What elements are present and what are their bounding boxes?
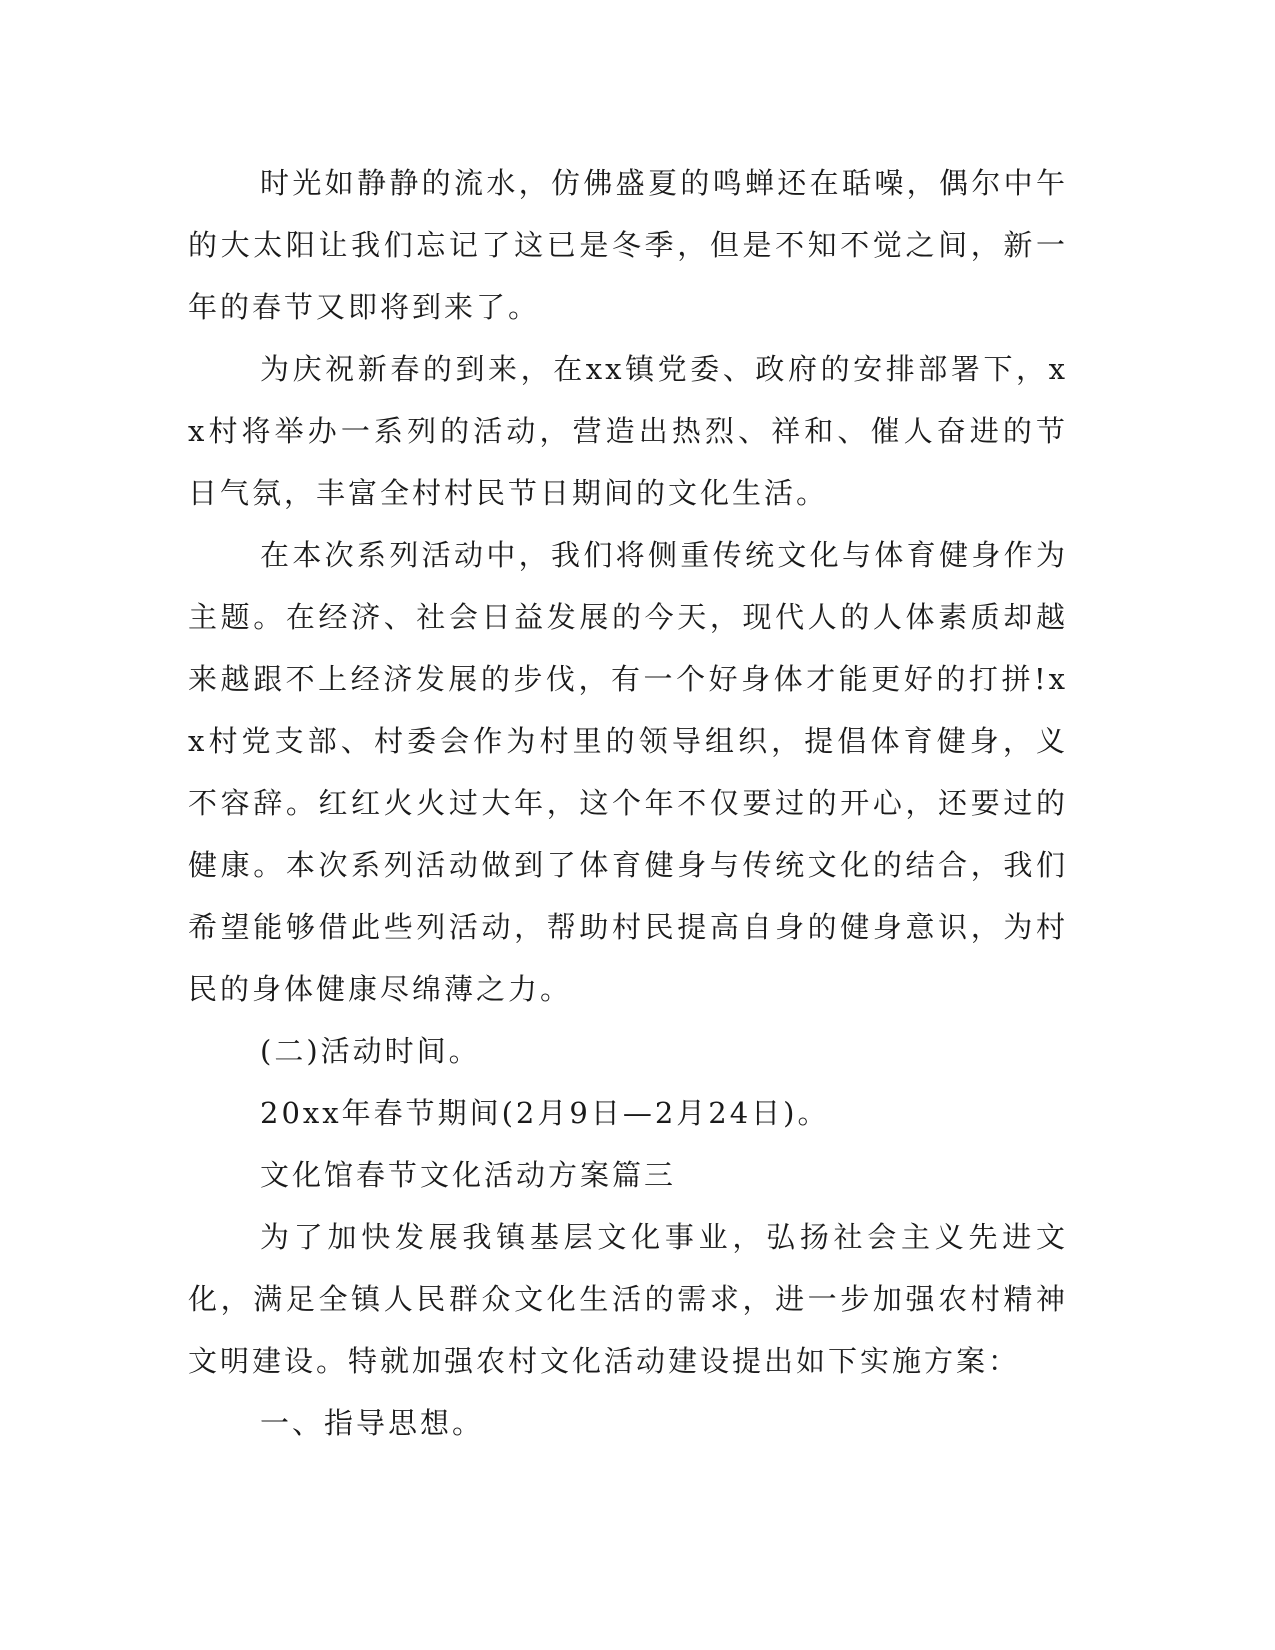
document-body (188, 152, 1068, 1454)
paragraph-theme: 在本次系列活动中，我们将侧重传统文化与体育健身作为主题。在经济、社会日益发展的今天，现代人的人体素质却越来越跟不上经济发展的步伐，有一个好身体才能更好的打拼!xx村党支部、村委会作为村里的领导组织，提倡体育健身，义不容辞。红红火火过大年，这个年不仅要过的开心，还要过的健康。本次系列活动做到了体育健身与传统文化的结合，我们希望能够借此些列活动，帮助村民提高自身的健身意识，为村民的身体健康尽绵薄之力。 (188, 538, 1068, 1006)
section-heading-activity-time: (二)活动时间。 (260, 1034, 481, 1068)
paragraph-celebration: 为庆祝新春的到来，在xx镇党委、政府的安排部署下，xx村将举办一系列的活动，营造出热烈、祥和、催人奋进的节日气氛，丰富全村村民节日期间的文化生活。 (188, 352, 1068, 510)
section-title-plan-three: 文化馆春节文化活动方案篇三 (260, 1158, 677, 1192)
paragraph-activity-dates: 20xx年春节期间(2月9日—2月24日)。 (260, 1096, 830, 1130)
paragraph-plan-purpose: 为了加快发展我镇基层文化事业，弘扬社会主义先进文化，满足全镇人民群众文化生活的需求，进一步加强农村精神文明建设。特就加强农村文化活动建设提出如下实施方案： (188, 1220, 1068, 1378)
paragraph-intro: 时光如静静的流水，仿佛盛夏的鸣蝉还在聒噪，偶尔中午的大太阳让我们忘记了这已是冬季，但是不知不觉之间，新一年的春节又即将到来了。 (188, 166, 1068, 324)
section-heading-guiding-ideology: 一、指导思想。 (260, 1406, 485, 1440)
